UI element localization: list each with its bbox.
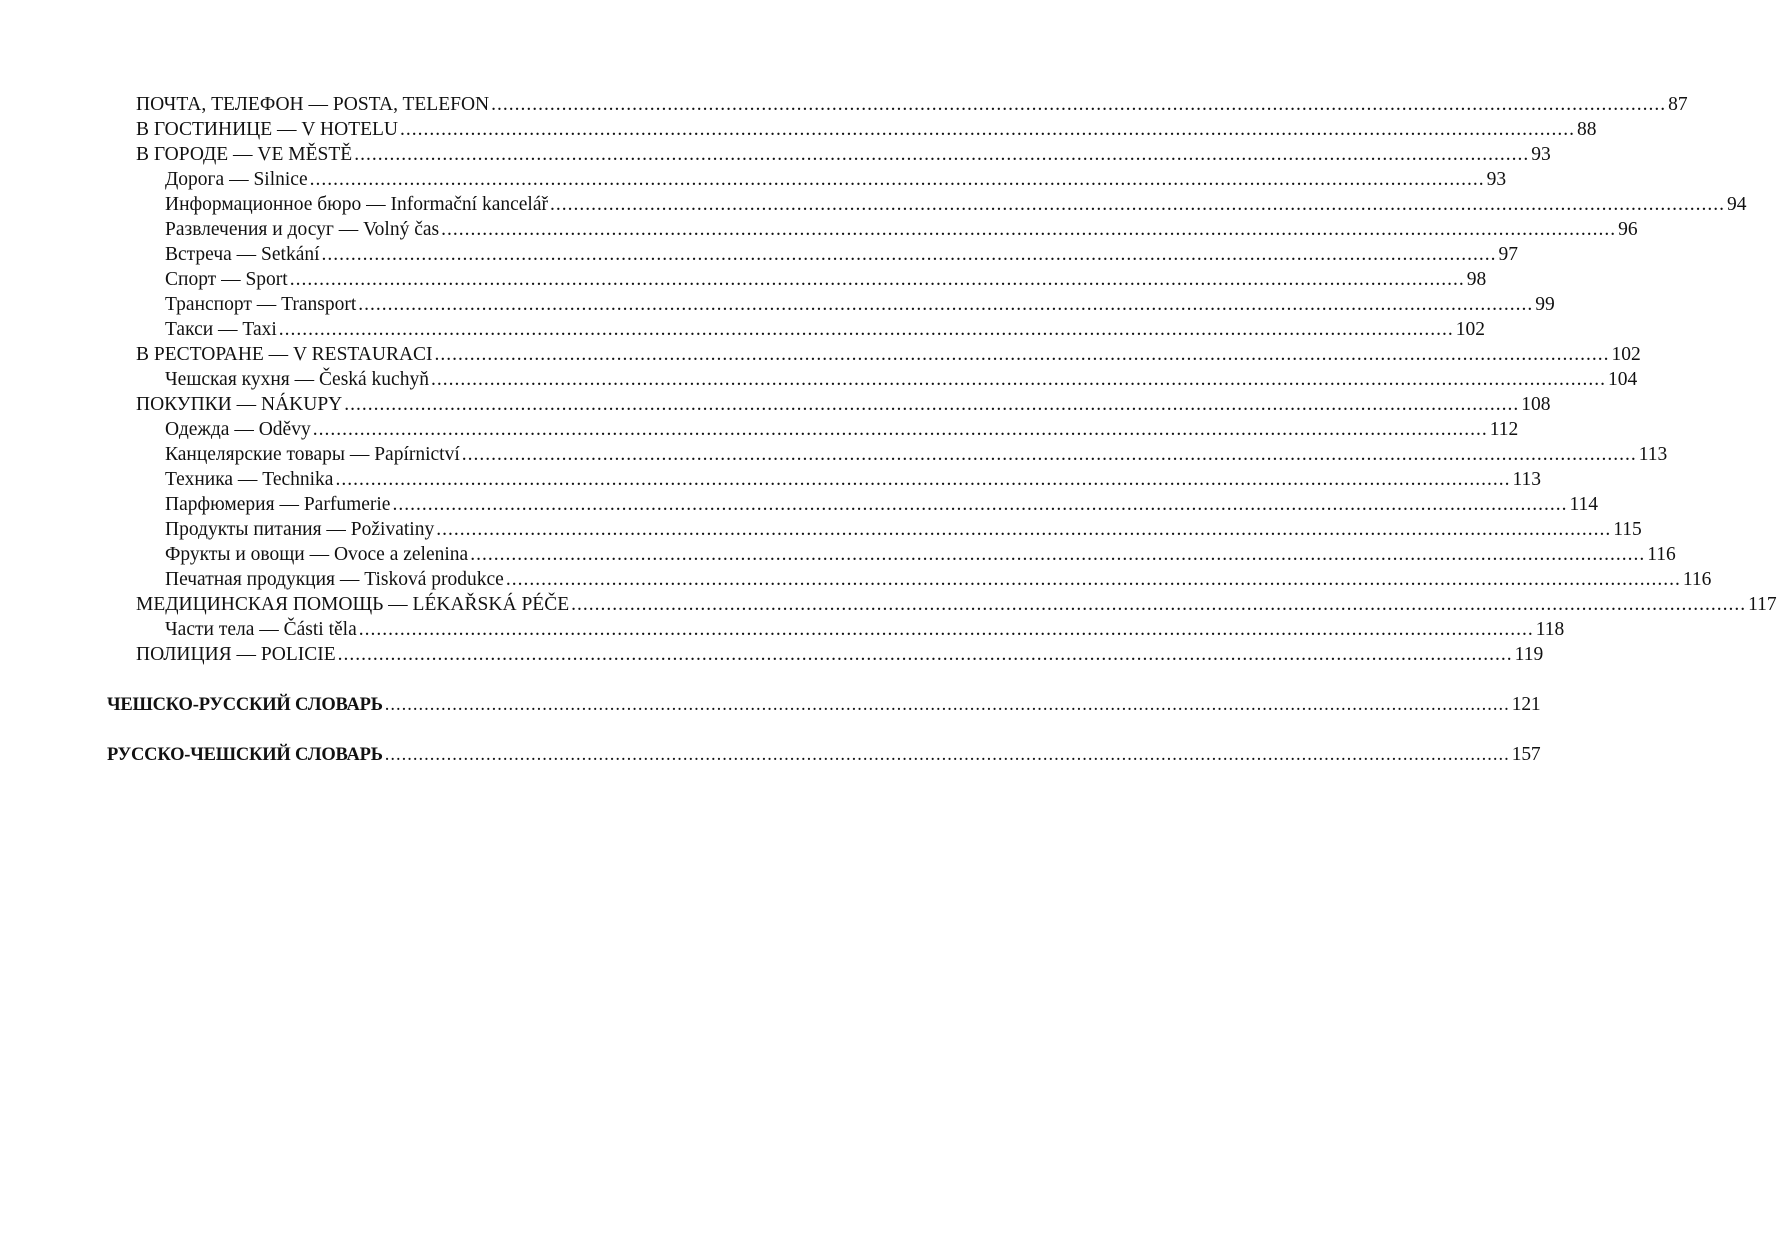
toc-entry-title: В ГОСТИНИЦЕ — V HOTELU [136,119,398,140]
dot-leader: ........................................................................................................................................................................................................ [430,369,1606,390]
toc-page-number: 116 [1682,569,1712,590]
toc-page-number: 104 [1607,369,1638,390]
toc-page-number: 96 [1618,219,1638,240]
dot-leader: ........................................................................................................................................................................................................ [312,419,1488,440]
toc-entry-title: Канцелярские товары — Papírnictví [165,444,460,465]
toc-page-number: 93 [1486,169,1507,190]
toc-entry [107,442,1668,467]
toc-entry-title: Парфюмерия — Parfumerie [165,494,391,515]
toc-entry-title: Печатная продукция — Tisková produkce [165,569,504,590]
toc-page-number: 102 [1611,344,1641,365]
toc-dictionary-entry [107,742,1541,767]
table-of-contents [107,92,1777,767]
toc-entry-title: Такси — Taxi [165,319,277,340]
dot-leader: ........................................................................................................................................................................................................ [461,444,1637,465]
toc-entry [107,642,1544,667]
dot-leader: ........................................................................................................................................................................................................ [358,619,1534,640]
toc-entry [107,142,1551,167]
spacer [107,717,683,742]
toc-entry [107,617,1565,642]
dot-leader: ........................................................................................................................................................................................................ [470,544,1646,565]
toc-page-number: 116 [1647,544,1676,565]
dot-leader: ........................................................................................................................................................................................................ [321,244,1497,265]
toc-entry [107,517,1642,542]
toc-entry-title: Развлечения и досуг — Volný čas [165,219,440,240]
dot-leader: ........................................................................................................................................................................................................ [399,119,1575,140]
toc-entry [107,292,1555,317]
toc-entry [107,167,1507,192]
toc-entry [107,242,1519,267]
toc-entry-title: Части тела — Části těla [165,619,357,640]
dot-leader: ........................................................................................................................................................................................................ [354,144,1530,165]
toc-entry [107,92,1688,117]
dot-leader: ........................................................................................................................................................................................................ [309,169,1485,190]
toc-entry-title: Чешская кухня — Česká kuchyň [165,369,429,390]
toc-page-number: 93 [1531,144,1551,165]
dot-leader: ........................................................................................................................................................................................................ [441,219,1617,240]
toc-entry-title: Спорт — Sport [165,269,288,290]
toc-page-number: 94 [1727,194,1747,215]
toc-entry-title: ЧЕШСКО-РУССКИЙ СЛОВАРЬ [107,695,383,715]
toc-entry-title: В РЕСТОРАНЕ — V RESTAURACI [136,344,433,365]
toc-page-number: 113 [1512,469,1541,490]
dot-leader: ........................................................................................................................................................................................................ [344,394,1520,415]
toc-page-number: 118 [1535,619,1565,640]
toc-page-number: 88 [1576,119,1597,140]
toc-page-number: 115 [1613,519,1642,540]
toc-entry-title: Фрукты и овощи — Ovoce a zelenina [165,544,469,565]
toc-page-number: 108 [1521,394,1551,415]
dot-leader: ........................................................................................................................................................................................................ [491,94,1667,115]
toc-entry [107,267,1487,292]
toc-entry [107,467,1541,492]
toc-page-number: 113 [1638,444,1668,465]
toc-entry-title: В ГОРОДЕ — VE MĚSTĚ [136,144,353,165]
toc-entry-title: Информационное бюро — Informační kancelář [165,194,549,215]
toc-entry-title: ПОЧТА, ТЕЛЕФОН — POSTA, TELEFON [136,94,490,115]
toc-entry [107,417,1519,442]
toc-entry [107,117,1597,142]
toc-page-number: 117 [1748,594,1777,615]
dot-leader: ........................................................................................................................................................................................................ [384,745,1510,765]
dot-leader: ........................................................................................................................................................................................................ [392,494,1568,515]
toc-entry [107,192,1747,217]
toc-entry-title: ПОЛИЦИЯ — POLICIE [136,644,336,665]
toc-entry [107,392,1551,417]
toc-page-number: 121 [1511,694,1541,715]
toc-entry [107,317,1486,342]
toc-entry [107,592,1777,617]
toc-page-number: 112 [1489,419,1519,440]
toc-entry-title: МЕДИЦИНСКАЯ ПОМОЩЬ — LÉKAŘSKÁ PÉČE [136,594,570,615]
toc-page-number: 98 [1466,269,1487,290]
dot-leader: ........................................................................................................................................................................................................ [505,569,1681,590]
toc-entry-title: ПОКУПКИ — NÁKUPY [136,394,343,415]
dot-leader: ........................................................................................................................................................................................................ [337,644,1513,665]
toc-entries [107,92,1777,667]
toc-entry [107,367,1638,392]
toc-page-number: 102 [1455,319,1486,340]
toc-page-number: 97 [1498,244,1519,265]
toc-entry-title: РУССКО-ЧЕШСКИЙ СЛОВАРЬ [107,745,383,765]
dot-leader: ........................................................................................................................................................................................................ [278,319,1454,340]
dot-leader: ........................................................................................................................................................................................................ [550,194,1726,215]
dot-leader: ........................................................................................................................................................................................................ [384,695,1510,715]
toc-entry [107,342,1641,367]
toc-page-number: 114 [1569,494,1598,515]
toc-entry-title: Встреча — Setkání [165,244,320,265]
dot-leader: ........................................................................................................................................................................................................ [436,519,1612,540]
toc-entry-title: Продукты питания — Poživatiny [165,519,435,540]
toc-entry [107,567,1712,592]
toc-page-number: 87 [1668,94,1688,115]
toc-dictionary-entry [107,692,1541,717]
dot-leader: ........................................................................................................................................................................................................ [434,344,1610,365]
dot-leader: ........................................................................................................................................................................................................ [335,469,1511,490]
toc-entry [107,542,1676,567]
toc-page-number: 157 [1511,744,1541,765]
dot-leader: ........................................................................................................................................................................................................ [289,269,1465,290]
toc-entry-title: Техника — Technika [165,469,334,490]
toc-entry-title: Одежда — Oděvy [165,419,311,440]
dot-leader: ........................................................................................................................................................................................................ [571,594,1747,615]
toc-entry [107,492,1598,517]
toc-page-number: 99 [1535,294,1555,315]
spacer [107,667,683,692]
toc-page-number: 119 [1514,644,1544,665]
toc-entry-title: Дорога — Silnice [165,169,308,190]
toc-entry [107,217,1638,242]
dot-leader: ........................................................................................................................................................................................................ [358,294,1534,315]
toc-entry-title: Транспорт — Transport [165,294,357,315]
